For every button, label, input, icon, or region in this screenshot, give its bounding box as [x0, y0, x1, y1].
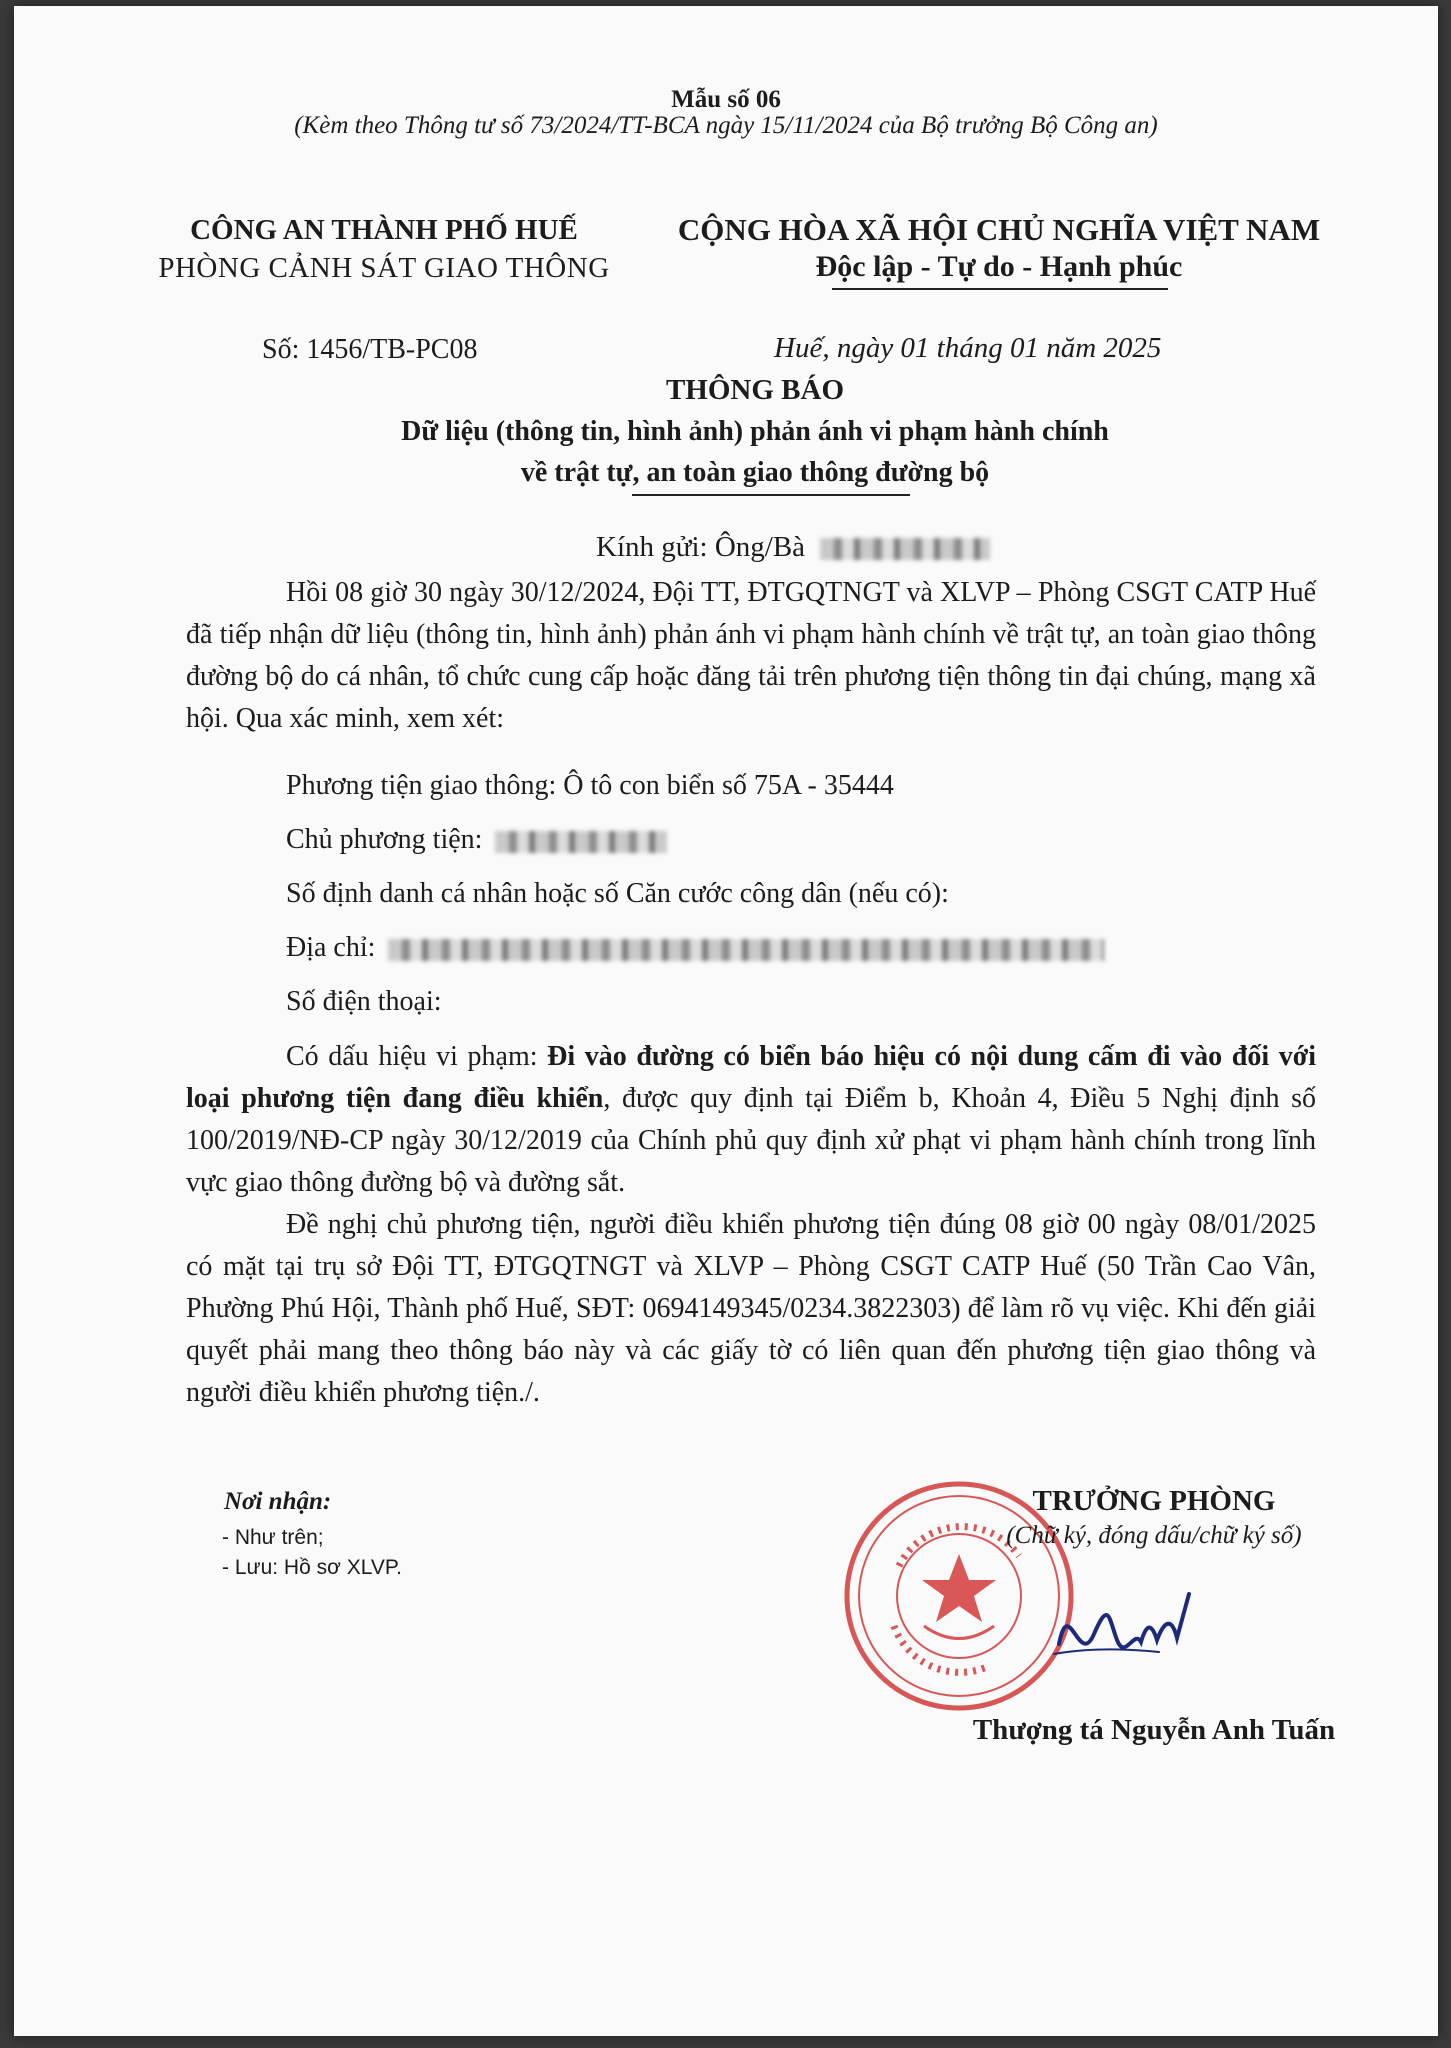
- recipient-item: - Lưu: Hồ sơ XLVP.: [222, 1556, 402, 1579]
- violation-paragraph: [186, 1036, 1316, 1204]
- field-owner: [286, 824, 667, 856]
- field-address: [286, 932, 1104, 964]
- document-page: [14, 6, 1438, 2036]
- document-date: Huế, ngày 01 tháng 01 năm 2025: [774, 332, 1162, 364]
- agency-unit: PHÒNG CẢNH SÁT GIAO THÔNG: [158, 252, 610, 284]
- field-phone: Số điện thoại:: [286, 986, 442, 1017]
- signature-role: TRƯỞNG PHÒNG: [1032, 1485, 1276, 1517]
- field-id: Số định danh cá nhân hoặc số Căn cước công dân (nếu có):: [286, 878, 949, 909]
- form-number: Mẫu số 06: [671, 86, 781, 113]
- agency-parent: CÔNG AN THÀNH PHỐ HUẾ: [190, 214, 578, 246]
- motto-underline: [832, 288, 1168, 290]
- recipient-item: - Như trên;: [222, 1526, 324, 1549]
- redacted-address: [388, 939, 1104, 961]
- document-number: Số: 1456/TB-PC08: [262, 334, 478, 365]
- field-vehicle: Phương tiện giao thông: Ô tô con biển số 75A - 35444: [286, 770, 894, 801]
- signer-name: Thượng tá Nguyễn Anh Tuấn: [972, 1714, 1336, 1746]
- violation-description: Đi vào đường có biển báo hiệu có nội dung cấm đi vào đối với loại phương tiện đang điều khiển: [186, 1041, 1317, 1114]
- document-subtitle-line-2: về trật tự, an toàn giao thông đường bộ: [520, 457, 990, 488]
- document-title: THÔNG BÁO: [665, 374, 845, 406]
- national-motto: Độc lập - Tự do - Hạnh phúc: [815, 250, 1183, 283]
- redacted-owner: [495, 831, 667, 853]
- salutation-label: Kính gửi: Ông/Bà: [596, 531, 806, 563]
- field-address-label: Địa chỉ:: [286, 932, 376, 963]
- salutation: [596, 531, 990, 564]
- field-owner-label: Chủ phương tiện:: [286, 824, 483, 855]
- signature-note: (Chữ ký, đóng dấu/chữ ký số): [1006, 1522, 1302, 1549]
- handwritten-signature: [1039, 1574, 1219, 1684]
- form-reference: (Kèm theo Thông tư số 73/2024/TT-BCA ngày 15/11/2024 của Bộ trưởng Bộ Công an): [294, 112, 1158, 139]
- violation-prefix: Có dấu hiệu vi phạm:: [286, 1041, 548, 1072]
- national-title: CỘNG HÒA XÃ HỘI CHỦ NGHĨA VIỆT NAM: [677, 212, 1321, 247]
- request-paragraph: Đề nghị chủ phương tiện, người điều khiển phương tiện đúng 08 giờ 00 ngày 08/01/2025 có mặt tại trụ sở Đội TT, ĐTGQTNGT và XLVP – Phòng CSGT CATP Huế (50 Trần Cao Vân, Phường Phú Hội, Thành phố Huế, SĐT: 0694149345/0234.3822303) để làm rõ vụ việc. Khi đến giải quyết phải mang theo thông báo này và các giấy tờ có liên quan đến phương tiện giao thông và người điều khiển phương tiện./.: [186, 1209, 1316, 1408]
- recipients-title: Nơi nhận:: [224, 1488, 332, 1515]
- intro-paragraph: Hồi 08 giờ 30 ngày 30/12/2024, Đội TT, ĐTGQTNGT và XLVP – Phòng CSGT CATP Huế đã tiếp nhận dữ liệu (thông tin, hình ảnh) phản ánh vi phạm hành chính về trật tự, an toàn giao thông đường bộ do cá nhân, tổ chức cung cấp hoặc đăng tải trên phương tiện thông tin đại chúng, mạng xã hội. Qua xác minh, xem xét:: [186, 577, 1316, 734]
- title-underline: [632, 494, 910, 496]
- violation-legal-basis: , được quy định tại Điểm b, Khoản 4, Điều 5 Nghị định số 100/2019/NĐ-CP ngày 30/12/2019 của Chính phủ quy định xử phạt vi phạm hành chính trong lĩnh vực giao thông đường bộ và đường sắt.: [186, 1083, 1316, 1198]
- redacted-name: [820, 538, 990, 560]
- document-subtitle-line-1: Dữ liệu (thông tin, hình ảnh) phản ánh vi phạm hành chính: [401, 416, 1109, 447]
